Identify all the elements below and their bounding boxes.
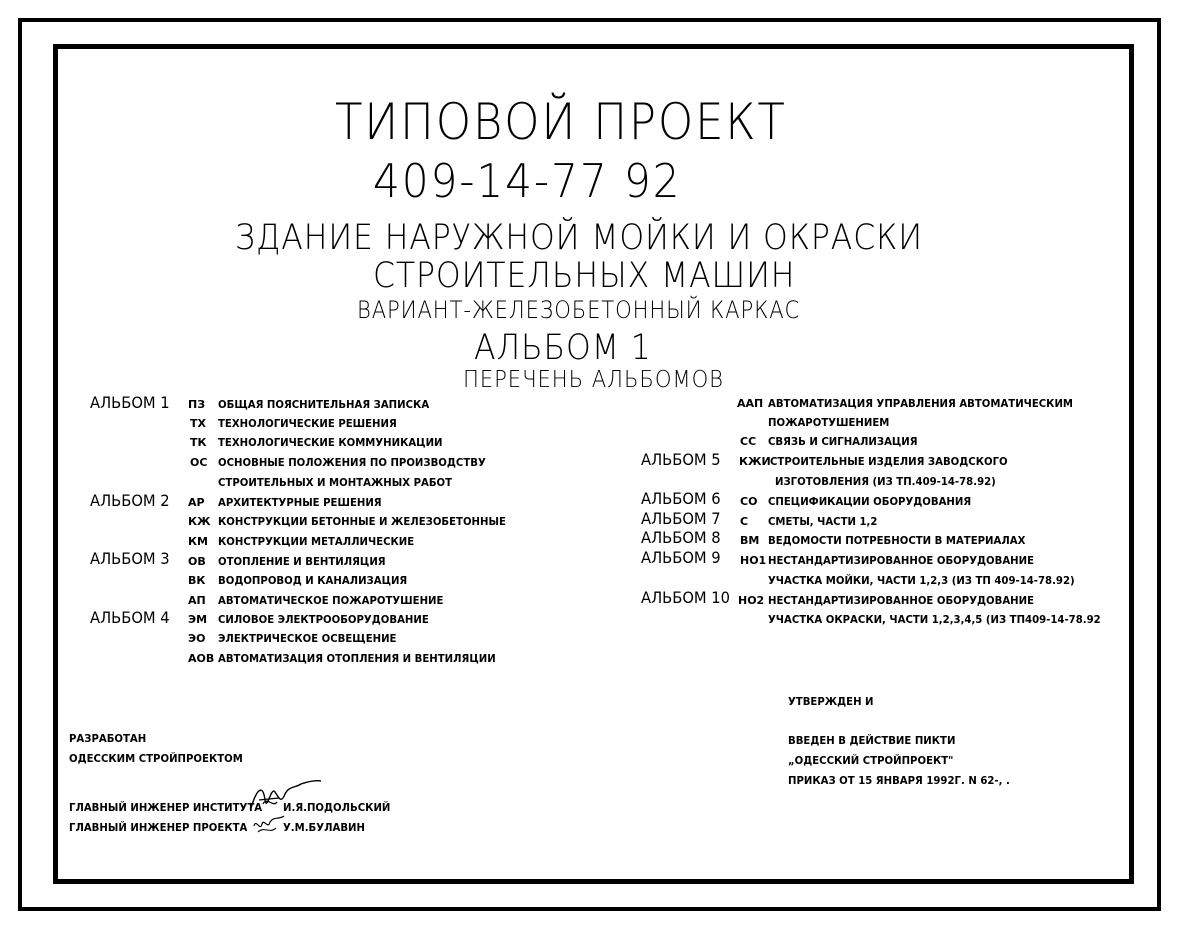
- chief-institute-label: ГЛАВНЫЙ ИНЖЕНЕР ИНСТИТУТА: [69, 801, 263, 814]
- list-code: ОВ: [188, 555, 206, 568]
- approval-line: УТВЕРЖДЕН И: [788, 695, 874, 708]
- list-item: ИЗГОТОВЛЕНИЯ (ИЗ ТП.409-14-78.92): [775, 475, 996, 488]
- list-album-label: АЛЬБОМ 2: [90, 491, 170, 510]
- list-code: ОС: [190, 456, 208, 469]
- list-album-label: АЛЬБОМ 7: [641, 509, 721, 528]
- list-code: НО2: [738, 594, 765, 607]
- list-album-label: АЛЬБОМ 10: [641, 588, 731, 607]
- developer-org: ОДЕССКИМ СТРОЙПРОЕКТОМ: [69, 752, 243, 765]
- project-title: ТИПОВОЙ ПРОЕКТ: [335, 93, 787, 151]
- list-item: ТЕХНОЛОГИЧЕСКИЕ РЕШЕНИЯ: [218, 417, 397, 430]
- list-item: АВТОМАТИЗАЦИЯ ОТОПЛЕНИЯ И ВЕНТИЛЯЦИИ: [218, 652, 496, 665]
- list-item: ПОЖАРОТУШЕНИЕМ: [768, 416, 890, 429]
- approval-line: „ОДЕССКИЙ СТРОЙПРОЕКТ": [788, 754, 954, 767]
- list-item: ОСНОВНЫЕ ПОЛОЖЕНИЯ ПО ПРОИЗВОДСТВУ: [218, 456, 486, 469]
- list-code: С: [740, 515, 749, 528]
- list-album-label: АЛЬБОМ 6: [641, 489, 721, 508]
- list-item: ВЕДОМОСТИ ПОТРЕБНОСТИ В МАТЕРИАЛАХ: [768, 534, 1026, 547]
- list-item: СВЯЗЬ И СИГНАЛИЗАЦИЯ: [768, 435, 918, 448]
- list-code: ВК: [188, 574, 206, 587]
- project-number: 409-14-77 92: [373, 154, 682, 208]
- album-list-heading: ПЕРЕЧЕНЬ АЛЬБОМОВ: [463, 367, 724, 393]
- list-item: НЕСТАНДАРТИЗИРОВАННОЕ ОБОРУДОВАНИЕ: [768, 554, 1035, 567]
- album-heading: АЛЬБОМ 1: [474, 328, 652, 368]
- list-item: КОНСТРУКЦИИ МЕТАЛЛИЧЕСКИЕ: [218, 535, 415, 548]
- list-code: ТХ: [190, 417, 206, 430]
- list-item: АРХИТЕКТУРНЫЕ РЕШЕНИЯ: [218, 496, 382, 509]
- list-item: УЧАСТКА МОЙКИ, ЧАСТИ 1,2,3 (ИЗ ТП 409-14-78.92): [768, 574, 1075, 587]
- list-item: СТРОИТЕЛЬНЫХ И МОНТАЖНЫХ РАБОТ: [218, 476, 453, 489]
- list-album-label: АЛЬБОМ 4: [90, 608, 170, 627]
- list-code: АОВ: [188, 652, 215, 665]
- list-item: АВТОМАТИЗАЦИЯ УПРАВЛЕНИЯ АВТОМАТИЧЕСКИМ: [768, 397, 1073, 410]
- list-item: ОТОПЛЕНИЕ И ВЕНТИЛЯЦИЯ: [218, 555, 386, 568]
- list-item: СМЕТЫ, ЧАСТИ 1,2: [768, 515, 878, 528]
- list-item: ЭЛЕКТРИЧЕСКОЕ ОСВЕЩЕНИЕ: [218, 632, 397, 645]
- list-code: ВМ: [740, 534, 760, 547]
- building-name-line1: ЗДАНИЕ НАРУЖНОЙ МОЙКИ И ОКРАСКИ: [235, 218, 923, 258]
- variant-line: ВАРИАНТ-ЖЕЛЕЗОБЕТОННЫЙ КАРКАС: [357, 296, 801, 324]
- list-album-label: АЛЬБОМ 3: [90, 549, 170, 568]
- list-item: НЕСТАНДАРТИЗИРОВАННОЕ ОБОРУДОВАНИЕ: [768, 594, 1035, 607]
- chief-institute-name: И.Я.ПОДОЛЬСКИЙ: [283, 801, 391, 814]
- list-code: АР: [188, 496, 205, 509]
- list-code: КМ: [188, 535, 208, 548]
- list-code: ПЗ: [188, 398, 206, 411]
- list-code: ААП: [737, 397, 764, 410]
- developer-line: РАЗРАБОТАН: [69, 732, 147, 745]
- list-item: СПЕЦИФИКАЦИИ ОБОРУДОВАНИЯ: [768, 495, 972, 508]
- list-code: АП: [188, 594, 206, 607]
- list-item: ОБЩАЯ ПОЯСНИТЕЛЬНАЯ ЗАПИСКА: [218, 398, 430, 411]
- list-code: ЭМ: [188, 613, 208, 626]
- list-code: ЭО: [188, 632, 206, 645]
- list-item: СИЛОВОЕ ЭЛЕКТРООБОРУДОВАНИЕ: [218, 613, 429, 626]
- list-code: ТК: [190, 436, 207, 449]
- list-item: КОНСТРУКЦИИ БЕТОННЫЕ И ЖЕЛЕЗОБЕТОННЫЕ: [218, 515, 506, 528]
- list-code: НО1: [740, 554, 767, 567]
- list-album-label: АЛЬБОМ 8: [641, 528, 721, 547]
- approval-order: ПРИКАЗ ОТ 15 ЯНВАРЯ 1992Г. N 62-, .: [788, 774, 1010, 787]
- list-item: ТЕХНОЛОГИЧЕСКИЕ КОММУНИКАЦИИ: [218, 436, 443, 449]
- approval-line: ВВЕДЕН В ДЕЙСТВИЕ ПИКТИ: [788, 734, 956, 747]
- list-album-label: АЛЬБОМ 5: [641, 450, 721, 469]
- chief-project-label: ГЛАВНЫЙ ИНЖЕНЕР ПРОЕКТА: [69, 821, 248, 834]
- list-album-label: АЛЬБОМ 9: [641, 548, 721, 567]
- signature-project: [250, 812, 290, 838]
- list-item: УЧАСТКА ОКРАСКИ, ЧАСТИ 1,2,3,4,5 (ИЗ ТП409-14-78.92: [768, 613, 1101, 626]
- list-code: СО: [740, 495, 758, 508]
- building-name-line2: СТРОИТЕЛЬНЫХ МАШИН: [373, 256, 796, 296]
- list-item: ВОДОПРОВОД И КАНАЛИЗАЦИЯ: [218, 574, 408, 587]
- chief-project-name: У.М.БУЛАВИН: [283, 821, 365, 834]
- list-item: АВТОМАТИЧЕСКОЕ ПОЖАРОТУШЕНИЕ: [218, 594, 444, 607]
- list-album-label: АЛЬБОМ 1: [90, 393, 170, 412]
- list-item: СТРОИТЕЛЬНЫЕ ИЗДЕЛИЯ ЗАВОДСКОГО: [770, 455, 1008, 468]
- list-code: КЖИ: [739, 455, 771, 468]
- list-code: СС: [740, 435, 757, 448]
- list-code: КЖ: [188, 515, 211, 528]
